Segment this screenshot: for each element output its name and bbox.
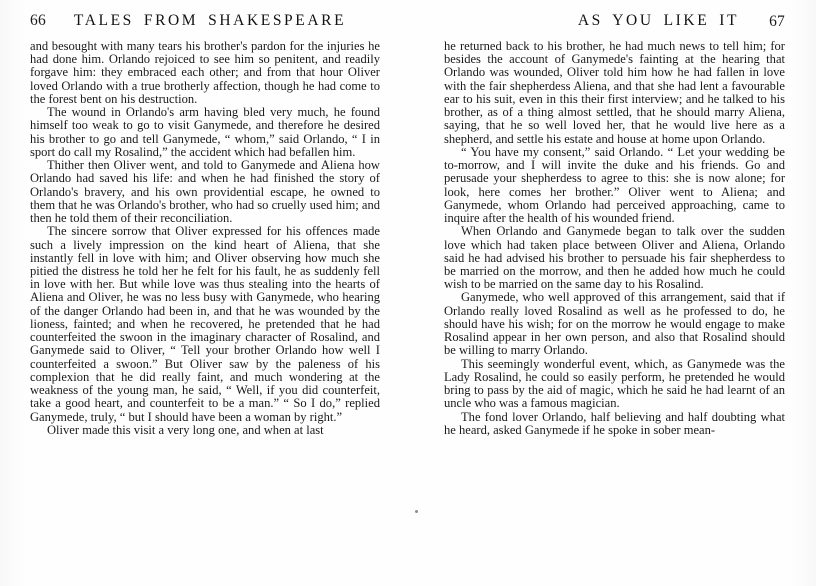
paragraph: “ You have my consent,” said Orlando. “ Let your wedding be to-morrow, and I will invite the duke and his friends. Go and perusade your shepherdess to agree to this: she is now alone; for look, here comes her brother.” Oliver went to Aliena; and Ganymede, whom Orlando had perceived approaching, came to inquire after the health of his wounded friend. — [444, 144, 785, 226]
left-text-column — [30, 40, 380, 437]
paragraph: When Orlando and Ganymede began to talk over the sudden love which had taken place between Oliver and Aliena, Orlando said he had advised his brother to persuade his fair shepherdess to be married on the morrow, and then he added how much he could wish to be married on the same day to his Rosalind. — [444, 224, 785, 292]
paragraph: Ganymede, who well approved of this arrangement, said that if Orlando really loved Rosalind as well as he professed to do, he should have his wish; for on the morrow he would engage to make Rosalind appear in her own person, and also that Rosalind should be willing to marry Orlando. — [444, 290, 785, 358]
paragraph: The sincere sorrow that Oliver expressed for his offences made such a lively impression on the kind heart of Aliena, that she instantly fell in love with him; and Oliver observing how much she pitied the distress he told her he felt for his fault, he as suddenly fell in love with her. But while love was thus stealing into the hearts of Aliena and Oliver, he was no less busy with Ganymede, who hearing of the danger Orlando had been in, and that he was wounded by the lioness, fainted; and when he recovered, he pretended that he had counterfeited the swoon in the imaginary character of Rosalind, and Ganymede said to Oliver, “ Tell your brother Orlando how well I counterfeited a swoon.” But Oliver saw by the paleness of his complexion that he did really faint, and much wondering at the weakness of the young man, he said, “ Well, if you did counterfeit, take a good heart, and counterfeit to be a man.” “ So I do,” replied Ganymede, truly, “ but I should have been a woman by right.” — [30, 224, 380, 424]
paragraph: The fond lover Orlando, half believing and half doubting what he heard, asked Ganymede if he spoke in sober mean- — [444, 409, 785, 437]
left-page-number: 66 — [30, 12, 46, 29]
right-running-head — [444, 0, 785, 40]
right-text-column — [444, 40, 785, 437]
paragraph: Oliver made this visit a very long one, and when at last — [47, 422, 324, 437]
right-page-edge-shading — [790, 0, 816, 586]
scan-speck — [415, 510, 418, 513]
right-page — [410, 0, 816, 586]
paragraph: The wound in Orlando's arm having bled very much, he found himself too weak to go to visit Ganymede, and therefore he desired his brother to go and tell Ganymede, “ whom,” said Orlando, “ I in sport do call my Rosalind,” the accident which had befallen him. — [30, 105, 380, 159]
paragraph: Thither then Oliver went, and told to Ganymede and Aliena how Orlando had saved his life: and when he had finished the story of Orlando's bravery, and his own providential escape, he owned to them that he was Orlando's brother, who had so cruelly used him; and then he told them of their reconciliation. — [30, 158, 380, 226]
paragraph: This seemingly wonderful event, which, as Ganymede was the Lady Rosalind, he could so easily perform, he pretended he would bring to pass by the aid of magic, which he said he had learnt of an uncle who was a famous magician. — [444, 356, 785, 411]
left-running-title: TALES FROM SHAKESPEARE — [73, 12, 347, 29]
left-running-head — [30, 0, 380, 40]
right-running-title: AS YOU LIKE IT — [577, 12, 740, 29]
right-page-number: 67 — [769, 13, 785, 30]
paragraph: and besought with many tears his brother's pardon for the injuries he had done him. Orlando rejoiced to see him so penitent, and readily forgave him: they embraced each other; and from that hour Oliver loved Orlando with a true brotherly affection, though he had come to the forest bent on his destruction. — [30, 39, 380, 106]
paragraph: he returned back to his brother, he had much news to tell him; for besides the account of Ganymede's fainting at the hearing that Orlando was wounded, Oliver told him how he had fallen in love with the fair shepherdess Aliena, and that she had lent a favourable ear to his suit, even in this their first interview; and he talked to his brother, as of a thing almost settled, that he should marry Aliena, saying, that he so well loved her, that he would live here as a shepherd, and settle his estate and house at home upon Orlando. — [444, 39, 785, 146]
left-page-edge-shading — [0, 0, 26, 586]
